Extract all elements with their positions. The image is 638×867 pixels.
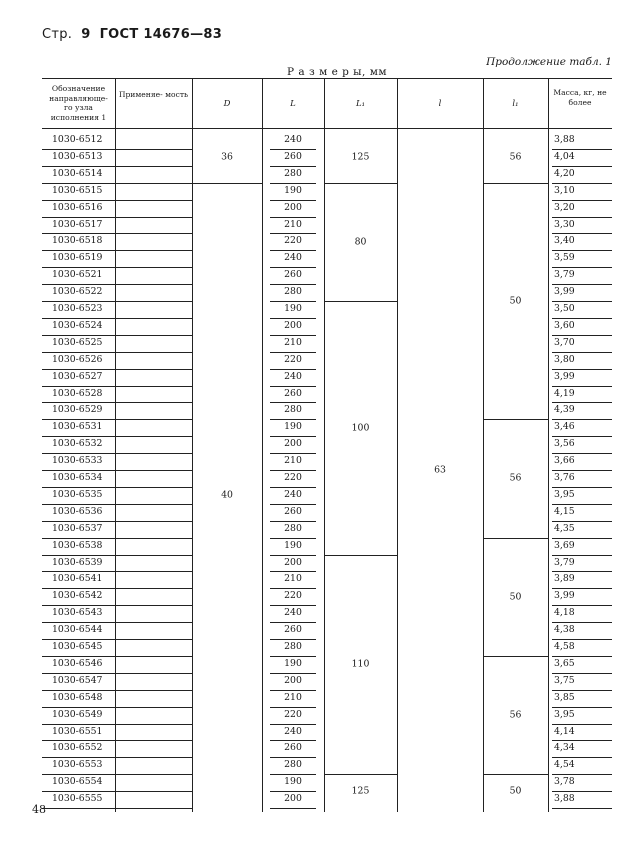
row-rule bbox=[42, 504, 192, 505]
row-rule bbox=[42, 622, 192, 623]
cell-L: 210 bbox=[284, 573, 302, 585]
row-rule bbox=[270, 487, 316, 488]
cell-mass: 4,18 bbox=[554, 607, 575, 619]
cell-designation: 1030-6551 bbox=[52, 725, 103, 737]
cell-L: 200 bbox=[284, 793, 302, 805]
table-top-rule bbox=[42, 78, 612, 79]
cell-designation: 1030-6538 bbox=[52, 539, 103, 551]
cell-L: 200 bbox=[284, 201, 302, 213]
row-rule bbox=[270, 149, 316, 150]
cell-mass: 3,76 bbox=[554, 472, 575, 483]
row-rule bbox=[552, 690, 612, 691]
cell-L: 190 bbox=[284, 657, 302, 669]
table-header-rule bbox=[42, 128, 612, 129]
cell-mass: 3,88 bbox=[554, 134, 575, 145]
row-rule bbox=[270, 740, 316, 741]
cell-mass: 4,38 bbox=[554, 624, 575, 636]
row-rule bbox=[42, 521, 192, 522]
row-rule bbox=[42, 724, 192, 725]
merged-cell-l1: 125 bbox=[351, 785, 370, 797]
cell-designation: 1030-6544 bbox=[52, 624, 103, 636]
row-rule bbox=[552, 707, 612, 708]
cell-designation: 1030-6531 bbox=[52, 421, 103, 433]
cell-mass: 3,99 bbox=[554, 286, 575, 298]
cell-L: 210 bbox=[284, 218, 302, 230]
row-rule bbox=[552, 369, 612, 370]
cell-designation: 1030-6553 bbox=[52, 759, 103, 771]
header-L1: L₁ bbox=[355, 99, 366, 109]
cell-mass: 4,20 bbox=[554, 167, 575, 179]
cell-mass: 3,85 bbox=[554, 691, 575, 703]
cell-L: 210 bbox=[284, 455, 302, 467]
row-rule bbox=[270, 301, 316, 302]
row-rule bbox=[552, 453, 612, 454]
row-rule bbox=[552, 436, 612, 437]
cell-designation: 1030-6522 bbox=[52, 286, 103, 298]
cell-designation: 1030-6543 bbox=[52, 607, 103, 619]
row-rule bbox=[552, 791, 612, 792]
cell-L: 210 bbox=[284, 336, 302, 348]
cell-L: 200 bbox=[284, 438, 302, 450]
row-rule bbox=[270, 436, 316, 437]
cell-designation: 1030-6537 bbox=[52, 522, 103, 534]
cell-L: 280 bbox=[284, 522, 302, 534]
cell-mass: 4,14 bbox=[554, 725, 575, 737]
cell-L: 190 bbox=[284, 303, 302, 314]
row-rule bbox=[552, 774, 612, 775]
row-rule bbox=[42, 538, 192, 539]
cell-L: 240 bbox=[284, 252, 302, 264]
group-rule bbox=[324, 774, 397, 775]
row-rule bbox=[270, 352, 316, 353]
cell-L: 240 bbox=[284, 725, 302, 737]
cell-L: 280 bbox=[284, 286, 302, 298]
row-rule bbox=[552, 740, 612, 741]
row-rule bbox=[552, 757, 612, 758]
cell-mass: 4,19 bbox=[554, 387, 575, 399]
row-rule bbox=[42, 470, 192, 471]
row-rule bbox=[42, 656, 192, 657]
row-rule bbox=[270, 200, 316, 201]
row-rule bbox=[552, 724, 612, 725]
cell-mass: 3,70 bbox=[554, 336, 575, 348]
cell-mass: 3,80 bbox=[554, 353, 575, 365]
cell-L: 240 bbox=[284, 370, 302, 382]
row-rule bbox=[42, 740, 192, 741]
group-rule bbox=[324, 555, 397, 556]
group-rule bbox=[483, 774, 548, 775]
header-D: D bbox=[223, 99, 231, 109]
row-rule bbox=[42, 487, 192, 488]
row-rule bbox=[270, 521, 316, 522]
row-rule bbox=[270, 791, 316, 792]
cell-L: 240 bbox=[284, 607, 302, 619]
cell-designation: 1030-6525 bbox=[52, 336, 103, 348]
cell-designation: 1030-6552 bbox=[52, 742, 103, 754]
row-rule bbox=[42, 318, 192, 319]
row-rule bbox=[270, 250, 316, 251]
cell-designation: 1030-6529 bbox=[52, 404, 103, 416]
row-rule bbox=[270, 318, 316, 319]
cell-designation: 1030-6548 bbox=[52, 691, 103, 703]
row-rule bbox=[42, 250, 192, 251]
cell-designation: 1030-6513 bbox=[52, 150, 103, 162]
cell-mass: 4,34 bbox=[554, 742, 575, 754]
merged-cell-l1: 56 bbox=[509, 472, 522, 484]
row-rule bbox=[42, 166, 192, 167]
merged-cell-l1: 50 bbox=[509, 785, 522, 797]
header-usage: Применяе- мость bbox=[118, 90, 189, 99]
cell-designation: 1030-6536 bbox=[52, 505, 103, 517]
merged-cell-l1: 80 bbox=[354, 236, 367, 248]
cell-mass: 3,10 bbox=[554, 184, 575, 196]
cell-mass: 4,39 bbox=[554, 404, 575, 416]
row-rule bbox=[270, 571, 316, 572]
merged-cell-l1: 56 bbox=[509, 151, 522, 163]
cell-mass: 3,89 bbox=[554, 573, 575, 585]
row-rule bbox=[552, 605, 612, 606]
cell-L: 220 bbox=[284, 353, 302, 365]
row-rule bbox=[270, 470, 316, 471]
cell-designation: 1030-6535 bbox=[52, 488, 103, 500]
cell-designation: 1030-6517 bbox=[52, 218, 103, 230]
row-rule bbox=[42, 436, 192, 437]
cell-designation: 1030-6532 bbox=[52, 438, 103, 450]
cell-mass: 3,79 bbox=[554, 269, 575, 281]
row-rule bbox=[552, 318, 612, 319]
row-rule bbox=[552, 622, 612, 623]
row-rule bbox=[552, 571, 612, 572]
row-rule bbox=[270, 588, 316, 589]
row-rule bbox=[552, 487, 612, 488]
row-rule bbox=[42, 757, 192, 758]
cell-mass: 3,30 bbox=[554, 218, 575, 230]
group-rule bbox=[192, 183, 262, 184]
cell-designation: 1030-6555 bbox=[52, 793, 103, 805]
row-rule bbox=[552, 183, 612, 184]
row-rule bbox=[552, 386, 612, 387]
row-rule bbox=[552, 555, 612, 556]
row-rule bbox=[42, 605, 192, 606]
row-rule bbox=[552, 639, 612, 640]
row-rule bbox=[270, 267, 316, 268]
row-rule bbox=[42, 386, 192, 387]
merged-cell-l1: 50 bbox=[509, 591, 522, 603]
row-rule bbox=[270, 605, 316, 606]
row-rule bbox=[270, 402, 316, 403]
row-rule bbox=[42, 200, 192, 201]
cell-mass: 3,46 bbox=[554, 421, 575, 433]
row-rule bbox=[552, 504, 612, 505]
row-rule bbox=[270, 335, 316, 336]
row-rule bbox=[270, 808, 316, 809]
cell-mass: 3,88 bbox=[554, 793, 575, 805]
row-rule bbox=[270, 690, 316, 691]
cell-designation: 1030-6539 bbox=[52, 556, 103, 568]
cell-L: 280 bbox=[284, 641, 302, 652]
cell-designation: 1030-6546 bbox=[52, 657, 103, 669]
cell-L: 260 bbox=[284, 742, 302, 754]
header-mass: Масса, кг, не более bbox=[553, 88, 607, 107]
group-rule bbox=[483, 183, 548, 184]
units-label: Р а з м е р ы, мм bbox=[287, 66, 388, 78]
cell-mass: 3,60 bbox=[554, 319, 575, 331]
cell-L: 260 bbox=[284, 150, 302, 162]
cell-designation: 1030-6526 bbox=[52, 353, 103, 365]
row-rule bbox=[42, 233, 192, 234]
row-rule bbox=[42, 707, 192, 708]
row-rule bbox=[42, 808, 192, 809]
cell-mass: 3,66 bbox=[554, 455, 575, 467]
header-l1: l₁ bbox=[512, 99, 519, 109]
row-rule bbox=[270, 504, 316, 505]
standard-code: ГОСТ 14676—83 bbox=[99, 27, 223, 42]
row-rule bbox=[42, 453, 192, 454]
cell-mass: 3,99 bbox=[554, 370, 575, 382]
merged-cell-l1: 125 bbox=[351, 151, 370, 163]
page-footer-number: 48 bbox=[32, 803, 46, 816]
row-rule bbox=[42, 402, 192, 403]
row-rule bbox=[552, 588, 612, 589]
table-continuation-note: Продолжение табл. 1 bbox=[486, 56, 612, 68]
cell-designation: 1030-6533 bbox=[52, 455, 103, 467]
row-rule bbox=[42, 284, 192, 285]
group-rule bbox=[483, 656, 548, 657]
row-rule bbox=[552, 538, 612, 539]
cell-designation: 1030-6515 bbox=[52, 184, 103, 196]
merged-cell-l1: 110 bbox=[351, 658, 370, 670]
row-rule bbox=[552, 521, 612, 522]
row-rule bbox=[42, 217, 192, 218]
row-rule bbox=[552, 267, 612, 268]
cell-L: 190 bbox=[284, 776, 302, 788]
cell-mass: 3,56 bbox=[554, 438, 575, 450]
row-rule bbox=[552, 149, 612, 150]
column-divider bbox=[115, 78, 116, 812]
cell-L: 200 bbox=[284, 319, 302, 331]
cell-designation: 1030-6542 bbox=[52, 590, 103, 602]
row-rule bbox=[42, 673, 192, 674]
header-L: L bbox=[290, 99, 296, 109]
cell-mass: 4,04 bbox=[554, 150, 575, 162]
row-rule bbox=[552, 419, 612, 420]
merged-cell-d: 36 bbox=[221, 151, 233, 163]
cell-mass: 4,35 bbox=[554, 522, 575, 534]
merged-cell-l1: 56 bbox=[509, 709, 522, 721]
row-rule bbox=[270, 707, 316, 708]
group-rule bbox=[483, 419, 548, 420]
row-rule bbox=[552, 200, 612, 201]
cell-designation: 1030-6528 bbox=[52, 387, 103, 399]
row-rule bbox=[270, 386, 316, 387]
row-rule bbox=[270, 453, 316, 454]
row-rule bbox=[552, 808, 612, 809]
row-rule bbox=[270, 183, 316, 184]
cell-mass: 3,75 bbox=[554, 674, 575, 686]
row-rule bbox=[270, 656, 316, 657]
cell-designation: 1030-6512 bbox=[52, 134, 103, 145]
row-rule bbox=[552, 284, 612, 285]
cell-designation: 1030-6547 bbox=[52, 674, 103, 686]
row-rule bbox=[270, 538, 316, 539]
cell-L: 220 bbox=[284, 472, 302, 483]
cell-designation: 1030-6519 bbox=[52, 252, 103, 264]
cell-mass: 3,95 bbox=[554, 708, 575, 720]
cell-mass: 3,99 bbox=[554, 590, 575, 602]
row-rule bbox=[42, 588, 192, 589]
row-rule bbox=[552, 402, 612, 403]
column-divider bbox=[483, 78, 484, 812]
cell-L: 190 bbox=[284, 539, 302, 551]
cell-mass: 3,20 bbox=[554, 201, 575, 213]
merged-cell-l1: 50 bbox=[509, 295, 522, 307]
cell-designation: 1030-6554 bbox=[52, 776, 103, 788]
cell-L: 220 bbox=[284, 235, 302, 247]
cell-L: 220 bbox=[284, 590, 302, 602]
row-rule bbox=[552, 470, 612, 471]
cell-L: 260 bbox=[284, 624, 302, 636]
row-rule bbox=[552, 301, 612, 302]
cell-L: 280 bbox=[284, 759, 302, 771]
cell-mass: 3,65 bbox=[554, 657, 575, 669]
cell-L: 200 bbox=[284, 556, 302, 568]
page-number: 9 bbox=[81, 27, 91, 42]
column-divider bbox=[548, 78, 549, 812]
cell-L: 240 bbox=[284, 134, 302, 145]
cell-designation: 1030-6527 bbox=[52, 370, 103, 382]
cell-L: 190 bbox=[284, 421, 302, 433]
column-divider bbox=[324, 78, 325, 812]
cell-designation: 1030-6545 bbox=[52, 641, 103, 652]
row-rule bbox=[552, 217, 612, 218]
row-rule bbox=[552, 335, 612, 336]
row-rule bbox=[42, 352, 192, 353]
cell-designation: 1030-6521 bbox=[52, 269, 103, 281]
group-rule bbox=[324, 183, 397, 184]
row-rule bbox=[42, 419, 192, 420]
cell-L: 260 bbox=[284, 387, 302, 399]
column-divider bbox=[397, 78, 398, 812]
row-rule bbox=[42, 555, 192, 556]
cell-designation: 1030-6534 bbox=[52, 472, 103, 483]
merged-cell-l: 63 bbox=[434, 464, 446, 476]
row-rule bbox=[270, 724, 316, 725]
cell-designation: 1030-6541 bbox=[52, 573, 103, 585]
cell-L: 240 bbox=[284, 488, 302, 500]
cell-mass: 3,40 bbox=[554, 235, 575, 247]
row-rule bbox=[270, 774, 316, 775]
cell-mass: 3,95 bbox=[554, 488, 575, 500]
cell-designation: 1030-6518 bbox=[52, 235, 103, 247]
row-rule bbox=[270, 419, 316, 420]
row-rule bbox=[552, 673, 612, 674]
row-rule bbox=[42, 301, 192, 302]
group-rule bbox=[483, 538, 548, 539]
merged-cell-d: 40 bbox=[221, 489, 233, 501]
row-rule bbox=[42, 149, 192, 150]
cell-mass: 4,15 bbox=[554, 505, 575, 517]
cell-mass: 3,59 bbox=[554, 252, 575, 264]
row-rule bbox=[270, 673, 316, 674]
header-l: l bbox=[438, 99, 442, 109]
row-rule bbox=[42, 774, 192, 775]
cell-L: 190 bbox=[284, 184, 302, 196]
page-label: Стр. bbox=[42, 27, 73, 42]
cell-designation: 1030-6549 bbox=[52, 708, 103, 720]
row-rule bbox=[552, 352, 612, 353]
row-rule bbox=[270, 284, 316, 285]
cell-mass: 4,58 bbox=[554, 641, 575, 652]
cell-L: 210 bbox=[284, 691, 302, 703]
row-rule bbox=[42, 791, 192, 792]
row-rule bbox=[42, 183, 192, 184]
row-rule bbox=[42, 639, 192, 640]
row-rule bbox=[270, 369, 316, 370]
row-rule bbox=[42, 571, 192, 572]
cell-designation: 1030-6516 bbox=[52, 201, 103, 213]
group-rule bbox=[324, 301, 397, 302]
cell-mass: 3,50 bbox=[554, 303, 575, 314]
cell-mass: 4,54 bbox=[554, 759, 575, 771]
cell-L: 260 bbox=[284, 505, 302, 517]
cell-L: 200 bbox=[284, 674, 302, 686]
row-rule bbox=[42, 690, 192, 691]
row-rule bbox=[42, 335, 192, 336]
row-rule bbox=[552, 656, 612, 657]
row-rule bbox=[270, 217, 316, 218]
row-rule bbox=[270, 622, 316, 623]
row-rule bbox=[270, 166, 316, 167]
row-rule bbox=[552, 166, 612, 167]
cell-mass: 3,79 bbox=[554, 556, 575, 568]
cell-designation: 1030-6523 bbox=[52, 303, 103, 314]
cell-L: 220 bbox=[284, 708, 302, 720]
row-rule bbox=[270, 555, 316, 556]
row-rule bbox=[270, 757, 316, 758]
cell-L: 280 bbox=[284, 167, 302, 179]
cell-designation: 1030-6514 bbox=[52, 167, 103, 179]
merged-cell-l1: 100 bbox=[351, 422, 370, 434]
cell-L: 280 bbox=[284, 404, 302, 416]
header-designation: Обозначение направляюще- го узла исполнения 1 bbox=[49, 84, 108, 122]
row-rule bbox=[42, 267, 192, 268]
cell-mass: 3,69 bbox=[554, 539, 575, 551]
cell-mass: 3,78 bbox=[554, 776, 575, 788]
row-rule bbox=[552, 233, 612, 234]
row-rule bbox=[552, 250, 612, 251]
row-rule bbox=[270, 639, 316, 640]
row-rule bbox=[270, 233, 316, 234]
row-rule bbox=[42, 369, 192, 370]
cell-designation: 1030-6524 bbox=[52, 319, 103, 331]
column-divider bbox=[192, 78, 193, 812]
cell-L: 260 bbox=[284, 269, 302, 281]
